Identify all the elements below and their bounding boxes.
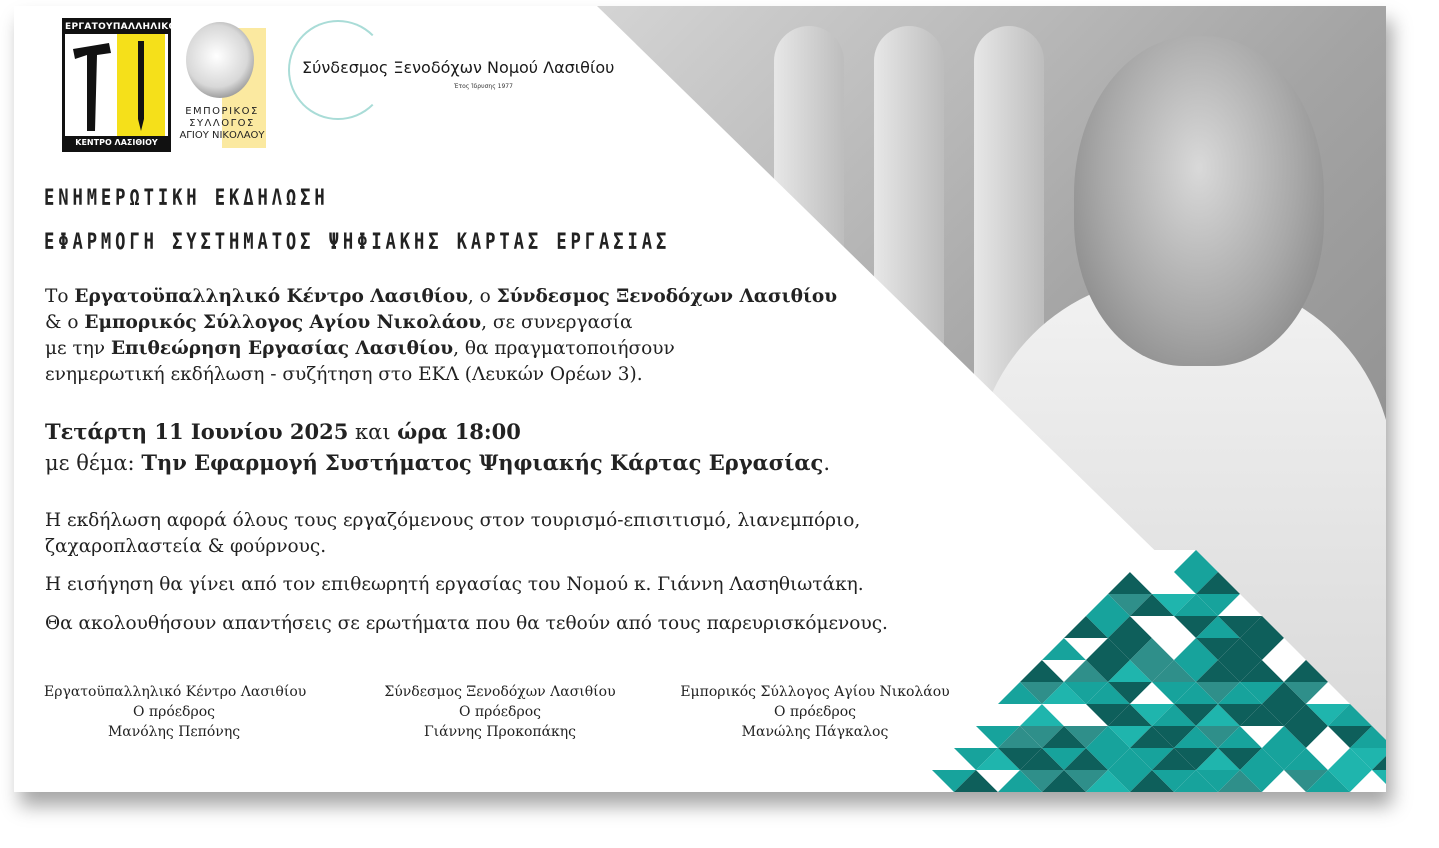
- hoteliers-logo-name: Σύνδεσμος Ξενοδόχων Νομού Λασιθίου: [302, 58, 615, 77]
- merchants-logo-line2: ΣΥΛΛΟΓΟΣ: [189, 118, 255, 129]
- signature-name: Μανόλης Πεπόνης: [107, 724, 241, 740]
- signature-name: Μανώλης Πάγκαλος: [741, 724, 889, 740]
- hoteliers-logo-est: Έτος Ίδρυσης 1977: [454, 83, 513, 90]
- merchants-logo-line3: ΑΓΙΟΥ ΝΙΚΟΛΑΟΥ: [179, 130, 265, 141]
- signature-org: Εργατοϋπαλληλικό Κέντρο Λασιθίου: [44, 684, 307, 700]
- pencil-icon: [133, 41, 149, 133]
- details-audience-line2: ζαχαροπλαστεία & φούρνους.: [45, 536, 327, 557]
- signature-role: Ο πρόεδρος: [774, 704, 856, 720]
- signature-role: Ο πρόεδρος: [459, 704, 541, 720]
- hammer-icon: [71, 39, 115, 135]
- signature-org: Σύνδεσμος Ξενοδόχων Λασιθίου: [384, 684, 616, 700]
- details-qa: Θα ακολουθήσουν απαντήσεις σε ερωτήματα που θα τεθούν από τους παρευρισκόμενους.: [45, 613, 888, 634]
- intro-line2: & ο Εμπορικός Σύλλογος Αγίου Νικολάου, σε συνεργασία: [45, 312, 633, 333]
- details-speaker: Η εισήγηση θα γίνει από τον επιθεωρητή εργασίας του Νομού κ. Γιάννη Λασηθιωτάκη.: [45, 574, 864, 595]
- signature-merchants: [680, 682, 950, 742]
- event-datetime: Τετάρτη 11 Ιουνίου 2025 και ώρα 18:00: [45, 419, 521, 444]
- merchants-logo-text: [178, 106, 266, 142]
- intro-line1: Το Εργατοϋπαλληλικό Κέντρο Λασιθίου, ο Σύνδεσμος Ξενοδόχων Λασιθίου: [45, 286, 838, 307]
- merchants-association-logo: [178, 18, 266, 148]
- signature-labor-center: [44, 682, 307, 742]
- signature-org: Εμπορικός Σύλλογος Αγίου Νικολάου: [680, 684, 950, 700]
- event-topic: με θέμα: Την Εφαρμογή Συστήματος Ψηφιακής Κάρτας Εργασίας.: [45, 450, 831, 475]
- heading-line2: ΕΦΑΡΜΟΓΗ ΣΥΣΤΗΜΑΤΟΣ ΨΗΦΙΑΚΗΣ ΚΑΡΤΑΣ ΕΡΓΑΣΙΑΣ: [44, 230, 671, 255]
- details-audience-line1: Η εκδήλωση αφορά όλους τους εργαζόμενους στον τουρισμό-επισιτισμό, λιανεμπόριο,: [45, 510, 861, 531]
- signature-hoteliers: [380, 682, 620, 742]
- hoteliers-association-logo: [284, 20, 615, 120]
- signature-role: Ο πρόεδρος: [133, 704, 215, 720]
- labor-center-logo: [62, 18, 177, 152]
- labor-center-logo-title: ΕΡΓΑΤΟΥΠΑΛΛΗΛΙΚΟ: [65, 22, 177, 32]
- invitation-card: [14, 6, 1386, 792]
- merchants-logo-line1: ΕΜΠΟΡΙΚΟΣ: [185, 106, 259, 117]
- hermes-head-icon: [186, 22, 254, 98]
- heading-line1: ΕΝΗΜΕΡΩΤΙΚΗ ΕΚΔΗΛΩΣΗ: [44, 186, 329, 211]
- teal-mosaic: [852, 550, 1386, 792]
- intro-line3: με την Επιθεώρηση Εργασίας Λασιθίου, θα πραγματοποιήσουν: [45, 338, 675, 359]
- photo-person-face: [1074, 36, 1324, 366]
- labor-center-logo-subtitle: ΚΕΝΤΡΟ ΛΑΣΙΘΙΟΥ: [65, 136, 168, 149]
- signature-name: Γιάννης Προκοπάκης: [423, 724, 577, 740]
- intro-line4: ενημερωτική εκδήλωση - συζήτηση στο ΕΚΛ (Λευκών Ορέων 3).: [45, 364, 643, 385]
